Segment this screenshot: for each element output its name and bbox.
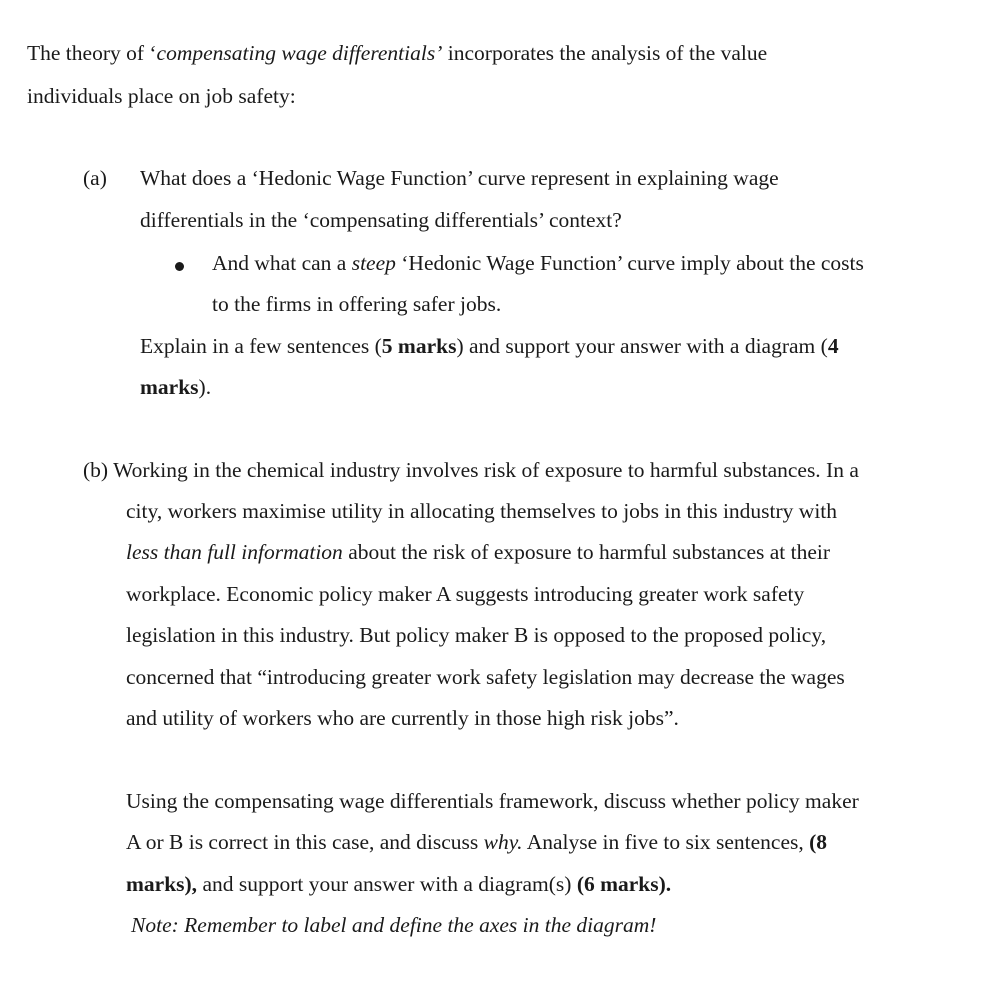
explain-text: ).	[198, 375, 212, 399]
note-text: Note: Remember to label and define the axes in the diagram!	[131, 913, 657, 937]
part-a-explain-line-1	[140, 336, 839, 358]
part-a-bullet-line-1	[212, 253, 864, 275]
intro-line-1	[27, 43, 767, 65]
marks-label: 5 marks	[381, 334, 457, 358]
para2-text: and support your answer with a diagram(s)	[197, 872, 577, 896]
para2-text: Analyse in five to six sentences,	[522, 830, 810, 854]
intro-text: The theory of ‘	[27, 41, 157, 65]
part-b-para2-line-1: Using the compensating wage differentials framework, discuss whether policy maker	[126, 789, 859, 813]
intro-line-2: individuals place on job safety:	[27, 84, 296, 108]
part-a-label: (a)	[83, 166, 107, 190]
part-b-text: Working in the chemical industry involves risk of exposure to harmful substances. In a	[108, 458, 859, 482]
part-b-line-5: legislation in this industry. But policy maker B is opposed to the proposed policy,	[126, 623, 827, 647]
part-b-line-6: concerned that “introducing greater work safety legislation may decrease the wages	[126, 665, 845, 689]
part-a-bullet-line-2: to the firms in offering safer jobs.	[212, 292, 502, 316]
marks-label: marks	[140, 375, 199, 399]
part-b-text: about the risk of exposure to harmful substances at their	[342, 540, 831, 564]
bullet-text: And what can a	[212, 251, 352, 275]
explain-text: ) and support your answer with a diagram (	[456, 334, 828, 358]
part-b-line-4: workplace. Economic policy maker A suggests introducing greater work safety	[126, 582, 805, 606]
intro-text: incorporates the analysis of the value	[442, 41, 768, 65]
part-b-line-3	[126, 542, 830, 564]
part-b-line-1	[83, 460, 859, 482]
explain-text: Explain in a few sentences (	[140, 334, 382, 358]
bullet-text: ‘Hedonic Wage Function’ curve imply about the costs	[395, 251, 864, 275]
marks-label: (8	[809, 830, 828, 854]
para2-text: A or B is correct in this case, and discuss	[126, 830, 484, 854]
marks-label: 4	[827, 334, 839, 358]
part-b-para2-line-3	[126, 874, 671, 896]
part-a-explain-line-2	[140, 377, 211, 399]
part-b-label: (b)	[83, 458, 109, 482]
para2-emphasis: why.	[483, 830, 523, 854]
marks-label: marks),	[126, 872, 198, 896]
bullet-emphasis: steep	[351, 251, 396, 275]
part-b-para2-line-2	[126, 832, 827, 854]
part-b-emphasis: less than full information	[126, 540, 343, 564]
part-b-line-7: and utility of workers who are currently in those high risk jobs”.	[126, 706, 679, 730]
bullet-icon	[175, 262, 184, 271]
part-b-line-2: city, workers maximise utility in allocating themselves to jobs in this industry with	[126, 499, 838, 523]
intro-emphasis: compensating wage differentials’	[156, 41, 443, 65]
marks-label: (6 marks).	[576, 872, 672, 896]
part-a-question-line-1: What does a ‘Hedonic Wage Function’ curve represent in explaining wage	[140, 166, 779, 190]
part-a-question-line-2: differentials in the ‘compensating differentials’ context?	[140, 208, 622, 232]
